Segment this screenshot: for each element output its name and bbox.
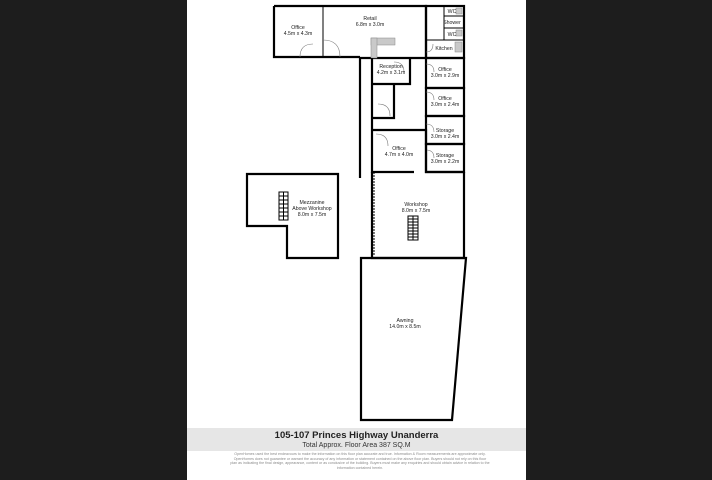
room-name: WC <box>447 32 457 38</box>
room-name: Office <box>392 146 406 152</box>
walls-awning <box>361 258 466 420</box>
disclaimer-text: OpenHomes used the best endeavours to make the information on this floor plan accurate and true. Information & Room measurements are approximate only. OpenHomes does not guarantee or warrant the accuracy of any information or statement contained on the above floor plan. Buyers should not rely on this floor plan as indicating the final design, appearance, content or as conclusive of the building. Buyers must make any enquiries and should obtain advice in relation to the information contained herein. <box>230 452 490 470</box>
total-floor-area: Total Approx. Floor Area 387 SQ.M <box>302 442 411 449</box>
property-address: 105-107 Princes Highway Unanderra <box>274 430 439 441</box>
room-name: Office <box>291 25 305 31</box>
room-name: Reception <box>379 64 403 70</box>
room-dimensions: 8.0m x 7.5m <box>401 208 431 214</box>
room-name: Workshop <box>404 202 428 208</box>
room-name: Storage <box>435 128 455 134</box>
floor-plan-drawing <box>187 0 526 428</box>
room-dimensions: 3.0m x 2.2m <box>430 159 460 165</box>
room-name: Kitchen <box>435 46 453 52</box>
room-dimensions: 14.0m x 8.5m <box>389 324 421 330</box>
room-name-line: Mezzanine <box>299 200 325 206</box>
room-name: Office <box>438 67 452 73</box>
room-dimensions: 3.0m x 2.9m <box>430 73 460 79</box>
room-name: Awning <box>396 318 414 324</box>
room-name: WC <box>447 9 457 15</box>
room-dimensions: 3.0m x 2.4m <box>430 134 460 140</box>
room-name-line: Above Workshop <box>292 206 332 212</box>
room-dimensions: 4.5m x 4.3m <box>283 31 313 37</box>
room-name: Storage <box>435 153 455 159</box>
room-name: Retail <box>363 16 377 22</box>
room-name: Office <box>438 96 452 102</box>
room-dimensions: 4.2m x 3.1m <box>376 70 406 76</box>
room-dimensions: 8.0m x 7.5m <box>297 212 327 218</box>
room-name: Shower <box>443 20 461 26</box>
room-dimensions: 3.0m x 2.4m <box>430 102 460 108</box>
room-dimensions: 4.7m x 4.0m <box>384 152 414 158</box>
floor-plan-sheet <box>187 0 526 480</box>
title-band <box>187 428 526 451</box>
walls-workshop <box>372 172 464 258</box>
room-dimensions: 6.8m x 3.0m <box>355 22 385 28</box>
